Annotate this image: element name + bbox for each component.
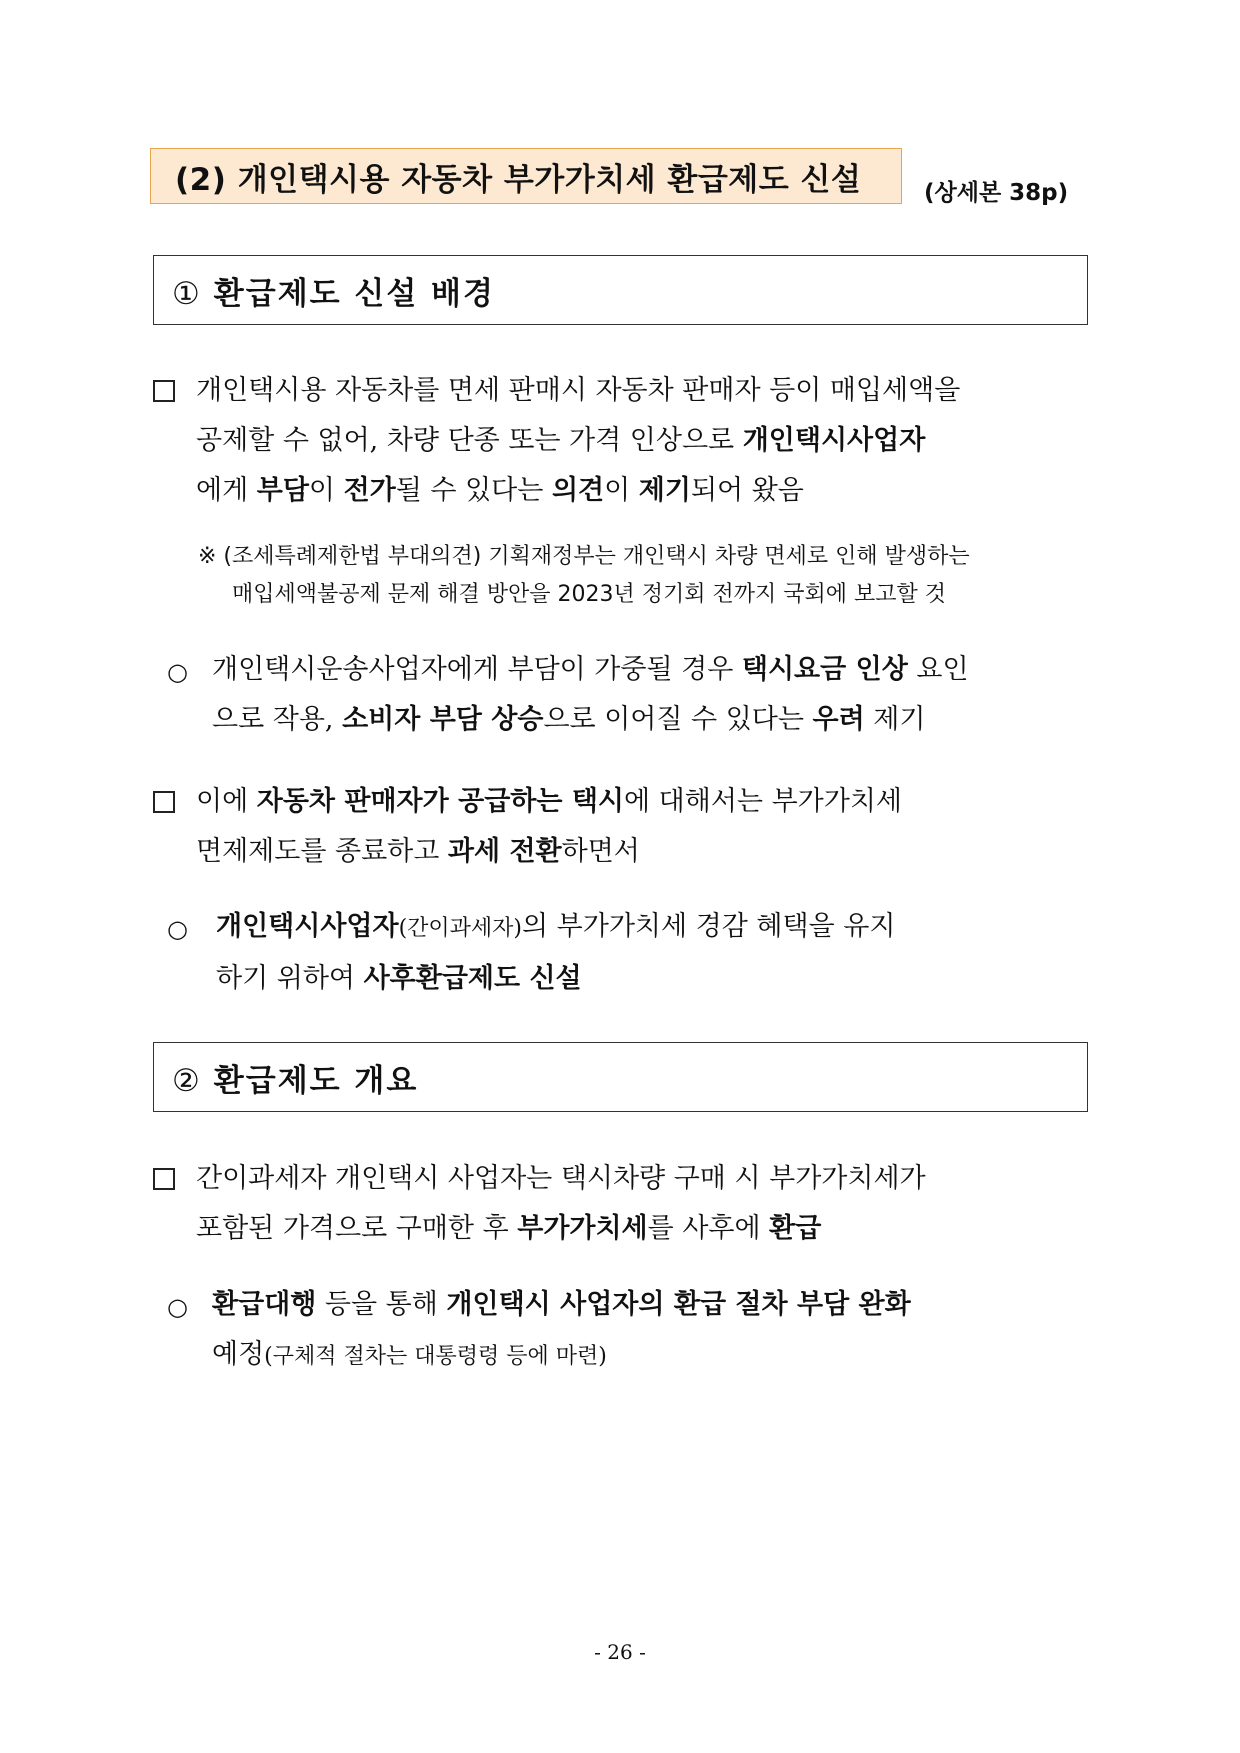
- square-bullet-marker: [153, 380, 175, 402]
- circle-bullet-marker: ○: [167, 915, 188, 943]
- section2-heading: [172, 1055, 418, 1100]
- section2-number: ②: [172, 1062, 202, 1099]
- s1-paragraph3: [196, 777, 902, 877]
- note-line1: ※ (조세특례제한법 부대의견) 기획재정부는 개인택시 차량 면세로 인해 발생하는: [198, 544, 970, 569]
- s1-paragraph4: [216, 902, 895, 1004]
- s1-paragraph2: [212, 645, 969, 745]
- note-line2: 매입세액불공제 문제 해결 방안을 2023년 정기회 전까지 국회에 보고할 것: [232, 582, 946, 607]
- s2p2-line1: 환급대행 등을 통해 개인택시 사업자의 환급 절차 부담 완화: [212, 1289, 911, 1320]
- section1-number: ①: [172, 275, 202, 312]
- s1p4-line1: 개인택시사업자(간이과세자)의 부가가치세 경감 혜택을 유지: [216, 911, 896, 942]
- s1p1-line2: 공제할 수 없어, 차량 단종 또는 가격 인상으로 개인택시사업자: [196, 425, 926, 456]
- page-number: - 26 -: [594, 1640, 646, 1664]
- s2p1-line1: 간이과세자 개인택시 사업자는 택시차량 구매 시 부가가치세가: [196, 1163, 926, 1194]
- section1-heading-box: [153, 255, 1088, 325]
- section2-heading-text: 환급제도 개요: [213, 1062, 419, 1099]
- section1-heading-text: 환급제도 신설 배경: [213, 275, 495, 312]
- detail-reference: (상세본 38p): [924, 180, 1069, 206]
- s2p1-line2: 포함된 가격으로 구매한 후 부가가치세를 사후에 환급: [196, 1213, 822, 1244]
- s1p2-line1: 개인택시운송사업자에게 부담이 가중될 경우 택시요금 인상 요인: [212, 654, 969, 685]
- s2-paragraph1: [196, 1154, 926, 1254]
- section-title-box: [150, 148, 902, 204]
- square-bullet-marker: [153, 1168, 175, 1190]
- s1p4-line2: 하기 위하여 사후환급제도 신설: [216, 963, 582, 994]
- s1p2-line2: 으로 작용, 소비자 부담 상승으로 이어질 수 있다는 우려 제기: [212, 704, 926, 735]
- section2-heading-box: [153, 1042, 1088, 1112]
- s1p3-line2: 면제제도를 종료하고 과세 전환하면서: [196, 836, 640, 867]
- s2p2-line2: 예정(구체적 절차는 대통령령 등에 마련): [212, 1339, 607, 1370]
- s1p3-line1: 이에 자동차 판매자가 공급하는 택시에 대해서는 부가가치세: [196, 786, 903, 817]
- circle-bullet-marker: ○: [167, 1293, 188, 1321]
- s2-paragraph2: [212, 1280, 911, 1382]
- s1p1-line3: 에게 부담이 전가될 수 있다는 의견이 제기되어 왔음: [196, 475, 804, 506]
- section1-heading: [172, 268, 495, 313]
- s1-paragraph1: [196, 366, 960, 516]
- square-bullet-marker: [153, 791, 175, 813]
- s1-note: [198, 538, 970, 614]
- circle-bullet-marker: ○: [167, 658, 188, 686]
- section-title: (2) 개인택시용 자동차 부가가치세 환급제도 신설: [175, 161, 862, 198]
- s1p1-line1: 개인택시용 자동차를 면세 판매시 자동차 판매자 등이 매입세액을: [196, 375, 961, 406]
